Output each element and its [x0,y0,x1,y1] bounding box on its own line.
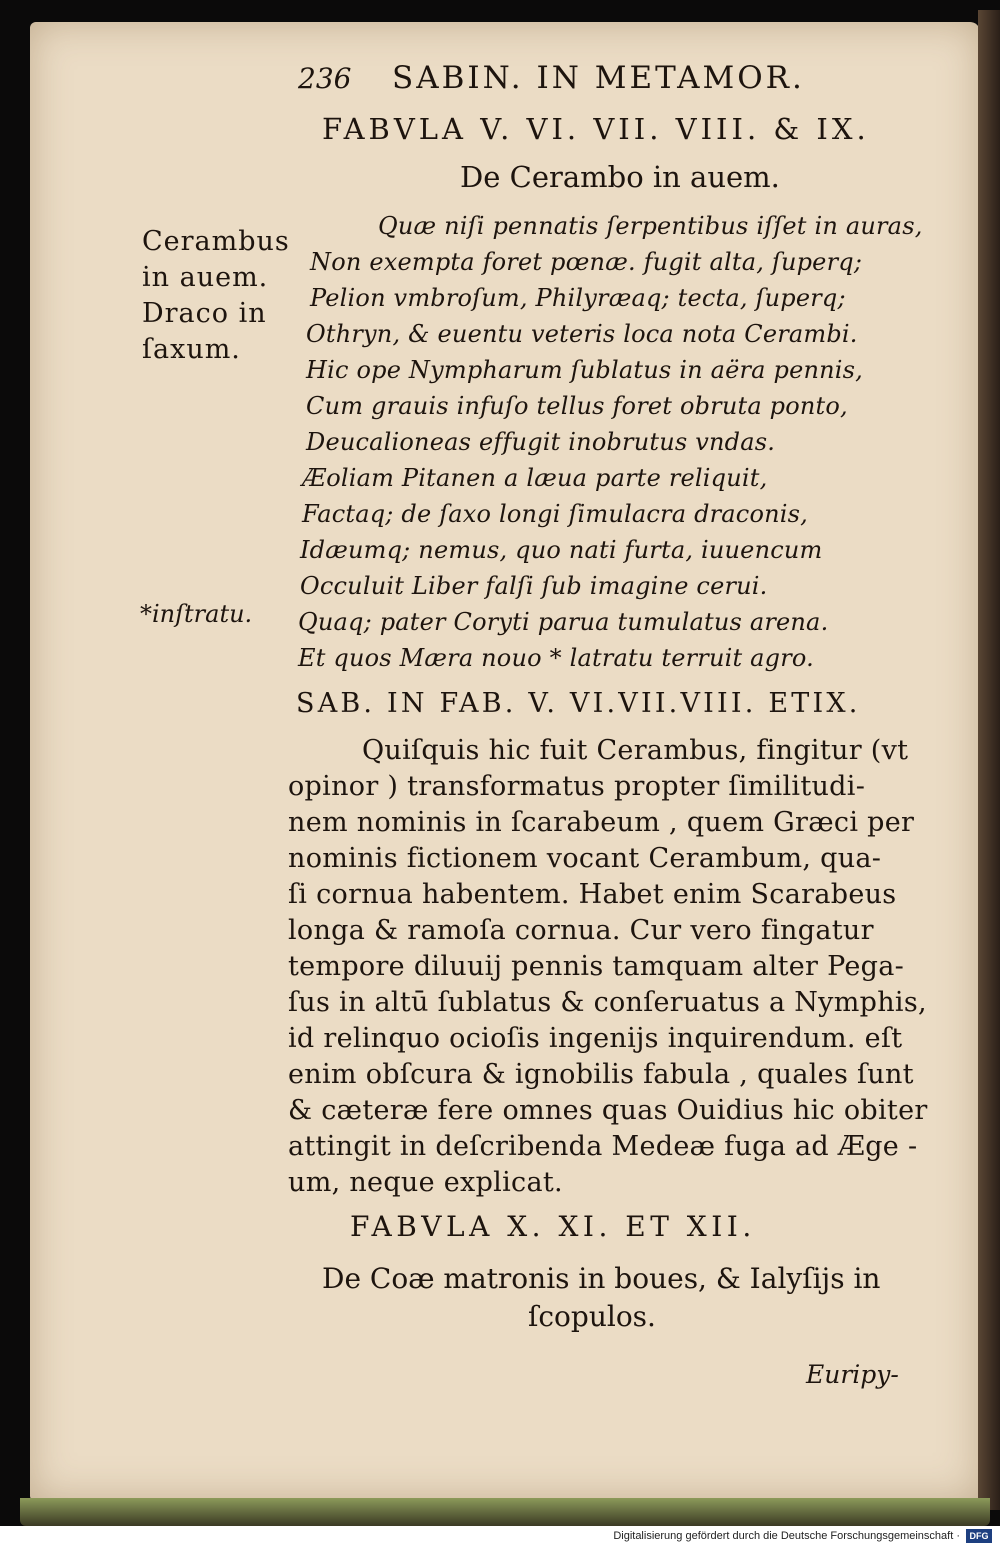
prose-line: nem nominis in ſcarabeum , quem Græci per [288,807,915,838]
verse-line: Hic ope Nympharum ſublatus in aëra pennis, [306,356,864,384]
verse-line: Æoliam Pitanen a læua parte reliquit, [302,464,768,492]
verse-line: Othryn, & euentu veteris loca nota Cerambi. [306,320,858,348]
verse-line: Et quos Mæra nouo * latratu terruit agro. [298,644,814,672]
prose-line: enim obſcura & ignobilis fabula , quales ſunt [288,1059,914,1090]
verse-line: Deucalioneas effugit inobrutus vndas. [306,428,776,456]
prose-line: tempore diluuij pennis tamquam alter Pega- [288,951,905,982]
catchword: Euripy- [806,1360,899,1389]
section-subheading-coae-cont: ſcopulos. [528,1300,656,1333]
prose-line: Quiſquis hic fuit Cerambus, fingitur (vt [362,735,909,766]
prose-line: & cæteræ fere omnes quas Ouidius hic obiter [288,1095,928,1126]
footer-bar [0,1526,1000,1547]
verse-line: Occuluit Liber falſi ſub imagine cerui. [300,572,768,600]
prose-line: ſus in altū ſublatus & conſeruatus a Nymphis, [288,987,927,1018]
marginal-note-line: Draco in [142,298,267,329]
verse-line: Idæumq; nemus, quo nati furta, iuuencum [300,536,823,564]
commentary-heading: SAB. IN FAB. V. VI.VII.VIII. ETIX. [296,688,861,719]
marginal-note-line: Cerambus [142,226,290,257]
section-heading-fabula-10-12: FABVLA X. XI. ET XII. [350,1210,756,1243]
section-heading-fabula-5-9: FABVLA V. VI. VII. VIII. & IX. [322,112,870,146]
dfg-logo-icon: DFG [966,1529,992,1543]
prose-line: longa & ramoſa cornua. Cur vero fingatur [288,915,874,946]
verse-line: Pelion vmbroſum, Philyræaq; tecta, ſuperq; [310,284,846,312]
verse-line: Non exempta foret pœnæ. fugit alta, ſuperq; [310,248,863,276]
prose-line: opinor ) transformatus propter ſimilitudi- [288,771,866,802]
prose-line: ſi cornua habentem. Habet enim Scarabeus [288,879,897,910]
prose-line: nominis fictionem vocant Cerambum, qua- [288,843,882,874]
marginal-footnote: *inſtratu. [140,600,253,628]
marginal-note-line: ſaxum. [142,334,241,365]
verse-line: Cum grauis infuſo tellus foret obruta ponto, [306,392,848,420]
section-subheading-cerambus: De Cerambo in auem. [460,160,780,194]
book-bottom-edge [20,1498,990,1526]
prose-line: id relinquo ocioſis ingenijs inquirendum. eſt [288,1023,903,1054]
marginal-note-line: in auem. [142,262,269,293]
verse-line: Quæ niſi pennatis ſerpentibus iſſet in auras, [378,212,923,240]
page-number: 236 [298,62,352,95]
running-title: SABIN. IN METAMOR. [392,60,805,96]
verse-line: Quaq; pater Coryti parua tumulatus arena. [298,608,829,636]
book-edge [978,10,1000,1510]
footer-credit: Digitalisierung gefördert durch die Deutsche Forschungsgemeinschaft · [613,1530,960,1542]
verse-line: Factaq; de ſaxo longi ſimulacra draconis, [302,500,808,528]
prose-line: um, neque explicat. [288,1167,563,1198]
prose-line: attingit in deſcribenda Medeæ fuga ad Æge - [288,1131,918,1162]
section-subheading-coae: De Coæ matronis in boues, & Ialyſijs in [322,1262,881,1295]
